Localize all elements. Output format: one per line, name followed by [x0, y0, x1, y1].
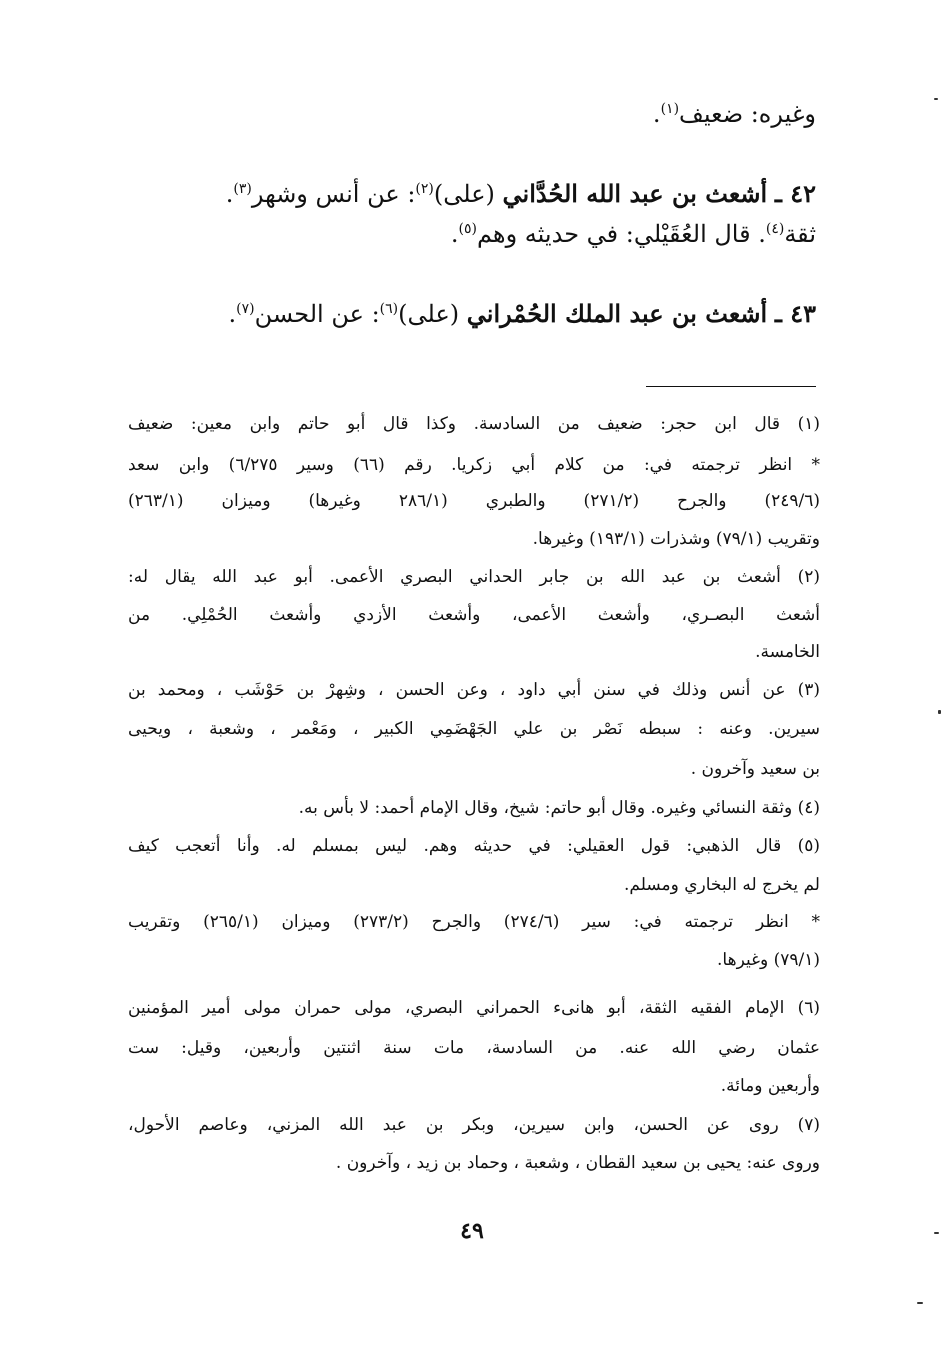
- footnote-ref-2[interactable]: (٢): [415, 181, 434, 197]
- footnote-2-line-3: الخامسة.: [755, 642, 820, 662]
- scan-speck: [934, 1232, 939, 1234]
- footnote-separator: [646, 386, 816, 387]
- footnote-ref-3[interactable]: (٣): [233, 181, 252, 197]
- footnote-ref-5[interactable]: (٥): [458, 221, 477, 237]
- footnote-1-line-2: * انظر ترجمته في: من كلام أبي زكريا. رقم (٦٦) وسير ٦/٢٧٥) وابن سعد: [128, 455, 820, 475]
- footnote-5-line-4: (٧٩/١) وغيرها.: [717, 950, 820, 970]
- footnote-ref-7[interactable]: (٧): [236, 301, 255, 317]
- entry-42-line-1: [120, 176, 816, 212]
- entry-42-grade: ثقة: [784, 220, 816, 248]
- footnote-2-line-1: (٢) أشعث بن عبد الله بن جابر الحداني البصري الأعمى. أبو عبد الله يقال له:: [128, 567, 820, 587]
- footnote-6-line-1: (٦) الإمام الفقيه الثقة، أبو هانىء الحمراني البصري، مولى حمران مولى أمير المؤمنين: [128, 998, 820, 1018]
- footnote-5-line-3: * انظر ترجمته في: سير (٢٧٤/٦) والجرح (٢٧٣/٢) وميزان (٢٦٥/١) وتقريب: [128, 912, 821, 932]
- footnote-1-line-3: (٢٤٩/٦) والجرح (٢٧١/٢) والطبري (٢٨٦/١ وغيرها) وميزان (٢٦٣/١): [128, 491, 821, 511]
- page-number: ٤٩: [460, 1218, 484, 1244]
- footnote-1-line-1: (١) قال ابن حجر: ضعيف من السادسة. وكذا قال أبو حاتم وابن معين: ضعيف: [128, 414, 820, 434]
- entry-43-line-1: [120, 296, 816, 332]
- footnote-5-line-2: لم يخرج له البخاري ومسلم.: [624, 875, 820, 895]
- entry-43-tag: (علی): [398, 300, 460, 328]
- entry-42-tag: (علی): [433, 180, 495, 208]
- entry-43-rest: : عن الحسن: [254, 300, 380, 328]
- scan-speck: [934, 98, 938, 100]
- footnote-6-line-2: عثمان رضي الله عنه. من السادسة، مات سنة اثنتين وأربعين، وقيل: ست: [128, 1038, 820, 1058]
- entry-42-rest: : عن أنس وشهر: [251, 180, 416, 208]
- footnote-2-line-2: أشعث البصـري، وأشعث الأعمى، وأشعث الأزدي وأشعث الحُمْلِي. من: [128, 605, 820, 625]
- continuation-line: [120, 96, 816, 132]
- footnote-3-line-2: سيرين. وعنه : سبطه نَصْر بن علي الجَهْضَمِي الكبير ، ومَعْمر ، وشعبة ، ويحيى: [128, 719, 820, 739]
- footnote-ref-6[interactable]: (٦): [379, 301, 399, 317]
- footnote-3-line-1: (٣) عن أنس وذلك في سنن أبي داود ، وعن الحسن ، وشِهرْ بن حَوْشَب ، ومحمد بن: [128, 680, 820, 700]
- footnote-ref-1[interactable]: (١): [660, 101, 680, 117]
- footnote-1-line-4: وتقريب (٧٩/١) وشذرات (١٩٣/١) وغيرها.: [532, 529, 820, 549]
- entry-42-name: أشعث بن عبد الله الحُدَّاني: [502, 179, 768, 208]
- entry-42-line-2: [120, 216, 816, 252]
- line-end-dot: .: [228, 300, 237, 328]
- footnote-3-line-3: بن سعيد وآخرون .: [690, 759, 820, 779]
- footnote-6-line-3: وأربعين ومائة.: [720, 1076, 820, 1096]
- scan-speck: [917, 1302, 923, 1304]
- scan-speck: [938, 710, 941, 714]
- footnote-7-line-2: وروى عنه: يحيى بن سعيد القطان ، وشعبة ، وحماد بن زيد ، وآخرون .: [335, 1153, 820, 1173]
- line-end-dot: .: [450, 220, 459, 248]
- entry-42-number: ٤٢ ـ: [774, 179, 816, 208]
- footnote-7-line-1: (٧) روى عن الحسن، وابن سيرين، وبكر بن عبد الله المزني، وعاصم الأحول،: [128, 1115, 820, 1135]
- entry-42-uqayli: . قال العُقَيْلي: في حديثه وهم: [476, 220, 766, 248]
- footnote-ref-4[interactable]: (٤): [765, 221, 785, 237]
- footnote-5-line-1: (٥) قال الذهبي: قول العقيلي: في حديثه وهم. ليس بمسلم له. وأنا أتعجب كيف: [128, 836, 820, 856]
- line-end-dot: .: [225, 180, 234, 208]
- line-end-dot: .: [652, 100, 661, 128]
- footnote-4-line-1: (٤) وثقة النسائي وغيره. وقال أبو حاتم: شيخ، وقال الإمام أحمد: لا بأس به.: [298, 798, 820, 818]
- continuation-text: وغيره: ضعيف: [679, 100, 816, 128]
- entry-43-number: ٤٣ ـ: [774, 299, 816, 328]
- entry-43-name: أشعث بن عبد الملك الحُمْراني: [466, 299, 768, 328]
